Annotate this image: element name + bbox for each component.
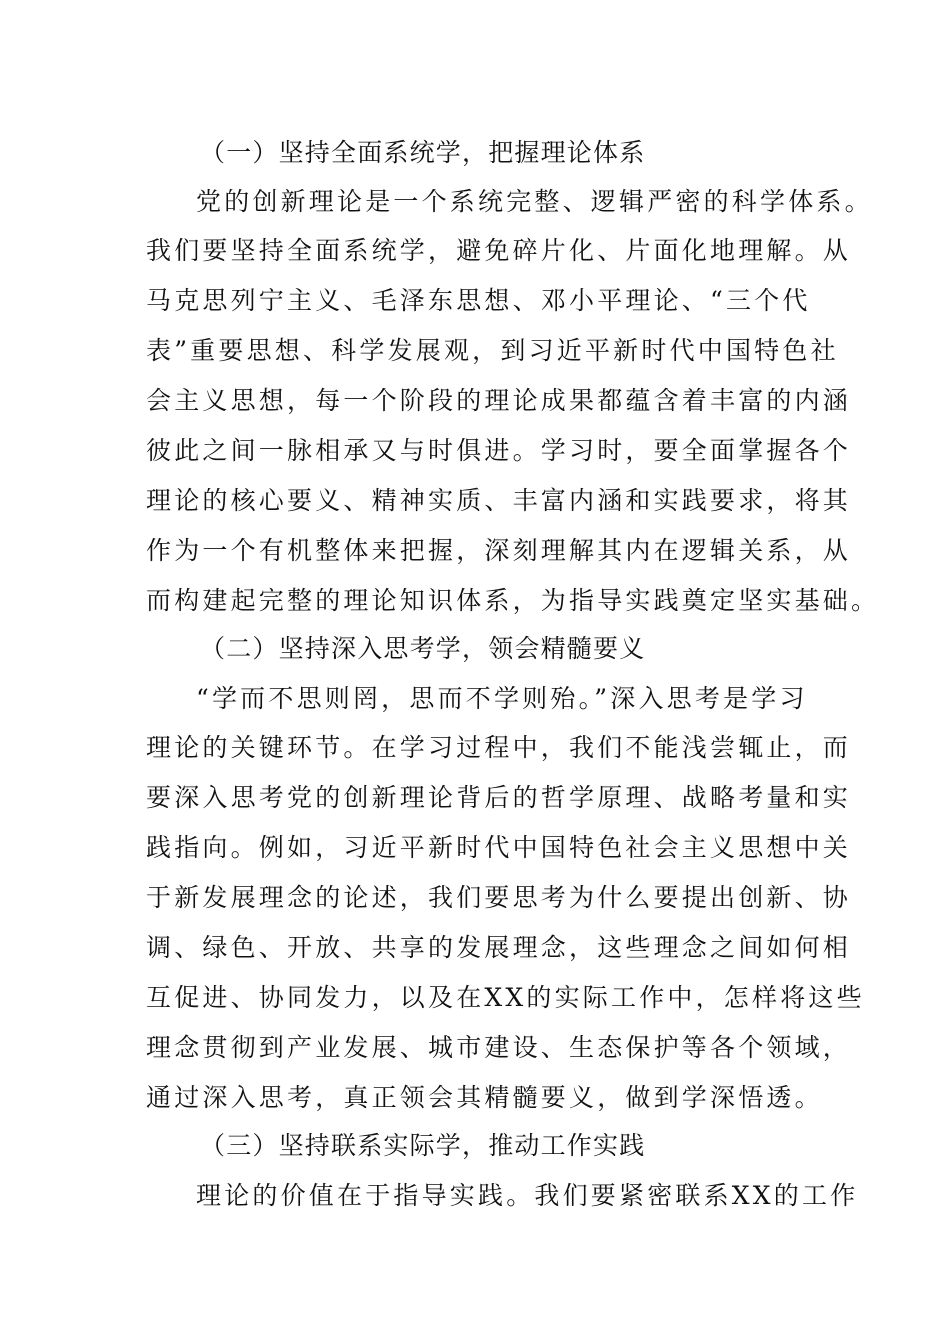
paragraph-line: 会主义思想，每一个阶段的理论成果都蕴含着丰富的内涵 bbox=[146, 386, 852, 415]
section-heading-3: （三）坚持联系实际学，推动工作实践 bbox=[200, 1131, 646, 1160]
paragraph-line: 理论的关键环节。在学习过程中，我们不能浅尝辄止，而 bbox=[146, 733, 852, 762]
paragraph-line: 彼此之间一脉相承又与时俱进。学习时，要全面掌握各个 bbox=[146, 436, 852, 465]
paragraph-line: 理念贯彻到产业发展、城市建设、生态保护等各个领域， bbox=[146, 1033, 852, 1062]
paragraph-line: 马克思列宁主义、毛泽东思想、邓小平理论、“三个代 bbox=[146, 286, 811, 315]
paragraph-line: 我们要坚持全面系统学，避免碎片化、片面化地理解。从 bbox=[146, 236, 852, 265]
paragraph-line: 要深入思考党的创新理论背后的哲学原理、战略考量和实 bbox=[146, 783, 852, 812]
paragraph-line: 互促进、协同发力，以及在XX的实际工作中，怎样将这些 bbox=[146, 983, 865, 1012]
paragraph-line: 理论的核心要义、精神实质、丰富内涵和实践要求，将其 bbox=[146, 486, 852, 515]
paragraph-line: “学而不思则罔，思而不学则殆。”深入思考是学习 bbox=[196, 684, 808, 713]
paragraph-line: 通过深入思考，真正领会其精髓要义，做到学深悟透。 bbox=[146, 1083, 823, 1112]
section-heading-2: （二）坚持深入思考学，领会精髓要义 bbox=[200, 634, 646, 663]
paragraph-line: 践指向。例如，习近平新时代中国特色社会主义思想中关 bbox=[146, 833, 852, 862]
section-heading-1: （一）坚持全面系统学，把握理论体系 bbox=[200, 138, 646, 167]
paragraph-line: 而构建起完整的理论知识体系，为指导实践奠定坚实基础。 bbox=[146, 586, 880, 615]
paragraph-line: 表”重要思想、科学发展观，到习近平新时代中国特色社 bbox=[146, 336, 839, 365]
paragraph-line: 党的创新理论是一个系统完整、逻辑严密的科学体系。 bbox=[196, 187, 873, 216]
paragraph-line: 于新发展理念的论述，我们要思考为什么要提出创新、协 bbox=[146, 883, 852, 912]
paragraph-line: 作为一个有机整体来把握，深刻理解其内在逻辑关系，从 bbox=[146, 536, 852, 565]
paragraph-line: 调、绿色、开放、共享的发展理念，这些理念之间如何相 bbox=[146, 933, 852, 962]
paragraph-line: 理论的价值在于指导实践。我们要紧密联系XX的工作 bbox=[196, 1181, 859, 1210]
